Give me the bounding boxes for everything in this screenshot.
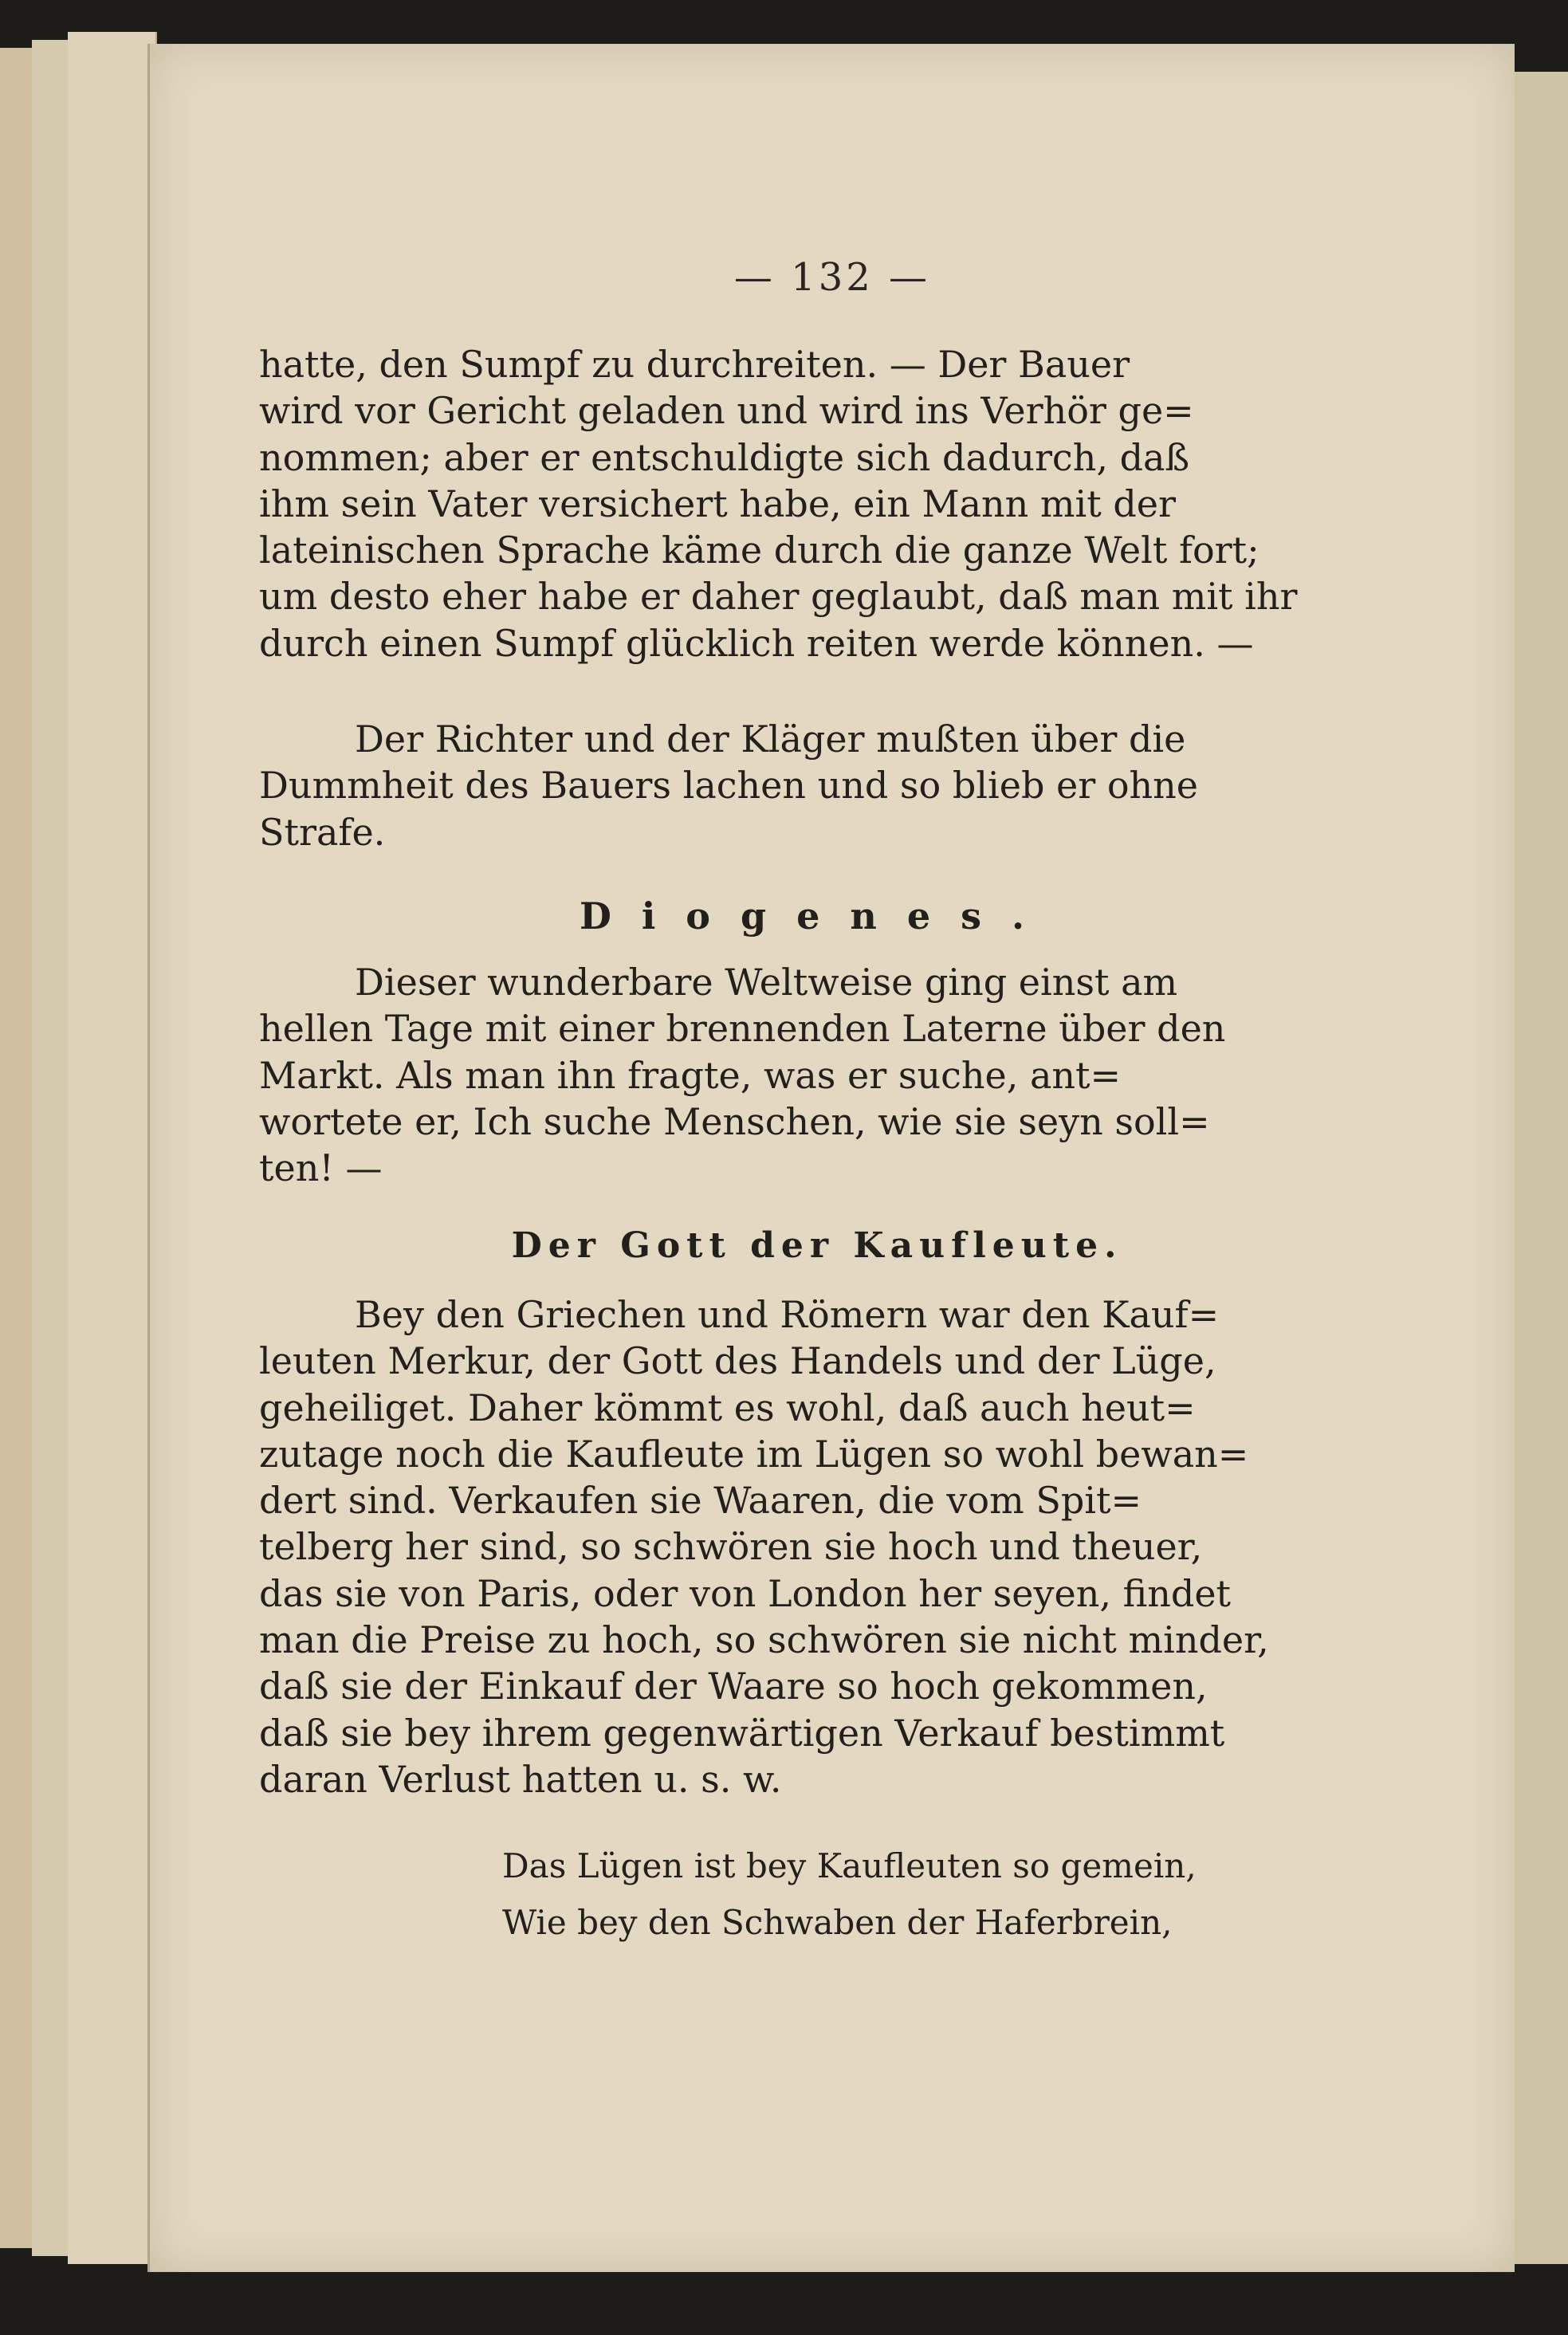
facing-page-edge xyxy=(1511,72,1568,2264)
text-line: daran Verlust hatten u. s. w. xyxy=(259,1757,782,1801)
text-line: das sie von Paris, oder von London her seyen, findet xyxy=(259,1571,1232,1615)
text-line: Bey den Griechen und Römern war den Kauf= xyxy=(355,1293,1220,1336)
text-line: ihm sein Vater versichert habe, ein Mann mit der xyxy=(259,482,1176,525)
text-line: lateinischen Sprache käme durch die ganze Welt fort; xyxy=(259,529,1260,572)
heading-diogenes: Diogenes. xyxy=(579,894,1055,938)
text-line: ten! — xyxy=(259,1146,383,1190)
text-line: zutage noch die Kaufleute im Lügen so wohl bewan= xyxy=(259,1432,1249,1476)
paragraph-diogenes xyxy=(259,959,1375,1191)
text-line: wortete er, Ich suche Menschen, wie sie seyn soll= xyxy=(259,1099,1210,1143)
paragraph-merchants xyxy=(259,1291,1375,1802)
page-edge xyxy=(68,32,157,2264)
text-line: hatte, den Sumpf zu durchreiten. — Der Bauer xyxy=(259,343,1130,386)
text-line: dert sind. Verkaufen sie Waaren, die vom Spit= xyxy=(259,1479,1142,1523)
text-line: man die Preise zu hoch, so schwören sie nicht minder, xyxy=(259,1618,1269,1662)
text-line: geheiliget. Daher kömmt es wohl, daß auch heut= xyxy=(259,1386,1196,1429)
text-line: Dummheit des Bauers lachen und so blieb er ohne xyxy=(259,764,1199,808)
text-line: daß sie bey ihrem gegenwärtigen Verkauf bestimmt xyxy=(259,1711,1225,1755)
verse-line: Das Lügen ist bey Kaufleuten so gemein, xyxy=(502,1846,1197,1885)
text-line: durch einen Sumpf glücklich reiten werde können. — xyxy=(259,621,1254,665)
text-line: wird vor Gericht geladen und wird ins Verhör ge= xyxy=(259,389,1194,433)
text-line: leuten Merkur, der Gott des Handels und der Lüge, xyxy=(259,1339,1216,1383)
text-line: Dieser wunderbare Weltweise ging einst am xyxy=(355,961,1178,1004)
text-line: daß sie der Einkauf der Waare so hoch gekommen, xyxy=(259,1665,1208,1708)
verse-line: Wie bey den Schwaben der Haferbrein, xyxy=(502,1903,1173,1942)
text-line: Der Richter und der Kläger mußten über die xyxy=(355,717,1186,761)
text-line: Markt. Als man ihn fragte, was er suche, ant= xyxy=(259,1053,1122,1097)
paragraph-judge xyxy=(259,716,1375,855)
text-line: hellen Tage mit einer brennenden Laterne über den xyxy=(259,1007,1226,1051)
text-line: telberg her sind, so schwören sie hoch und theuer, xyxy=(259,1525,1203,1569)
paragraph-peasant-story xyxy=(259,341,1375,666)
text-line: um desto eher habe er daher geglaubt, daß man mit ihr xyxy=(259,575,1298,619)
text-line: Strafe. xyxy=(259,810,386,854)
page-number: — 132 — xyxy=(733,255,931,300)
text-line: nommen; aber er entschuldigte sich dadurch, daß xyxy=(259,435,1190,479)
heading-merchants-god: Der Gott der Kaufleute. xyxy=(511,1225,1123,1266)
